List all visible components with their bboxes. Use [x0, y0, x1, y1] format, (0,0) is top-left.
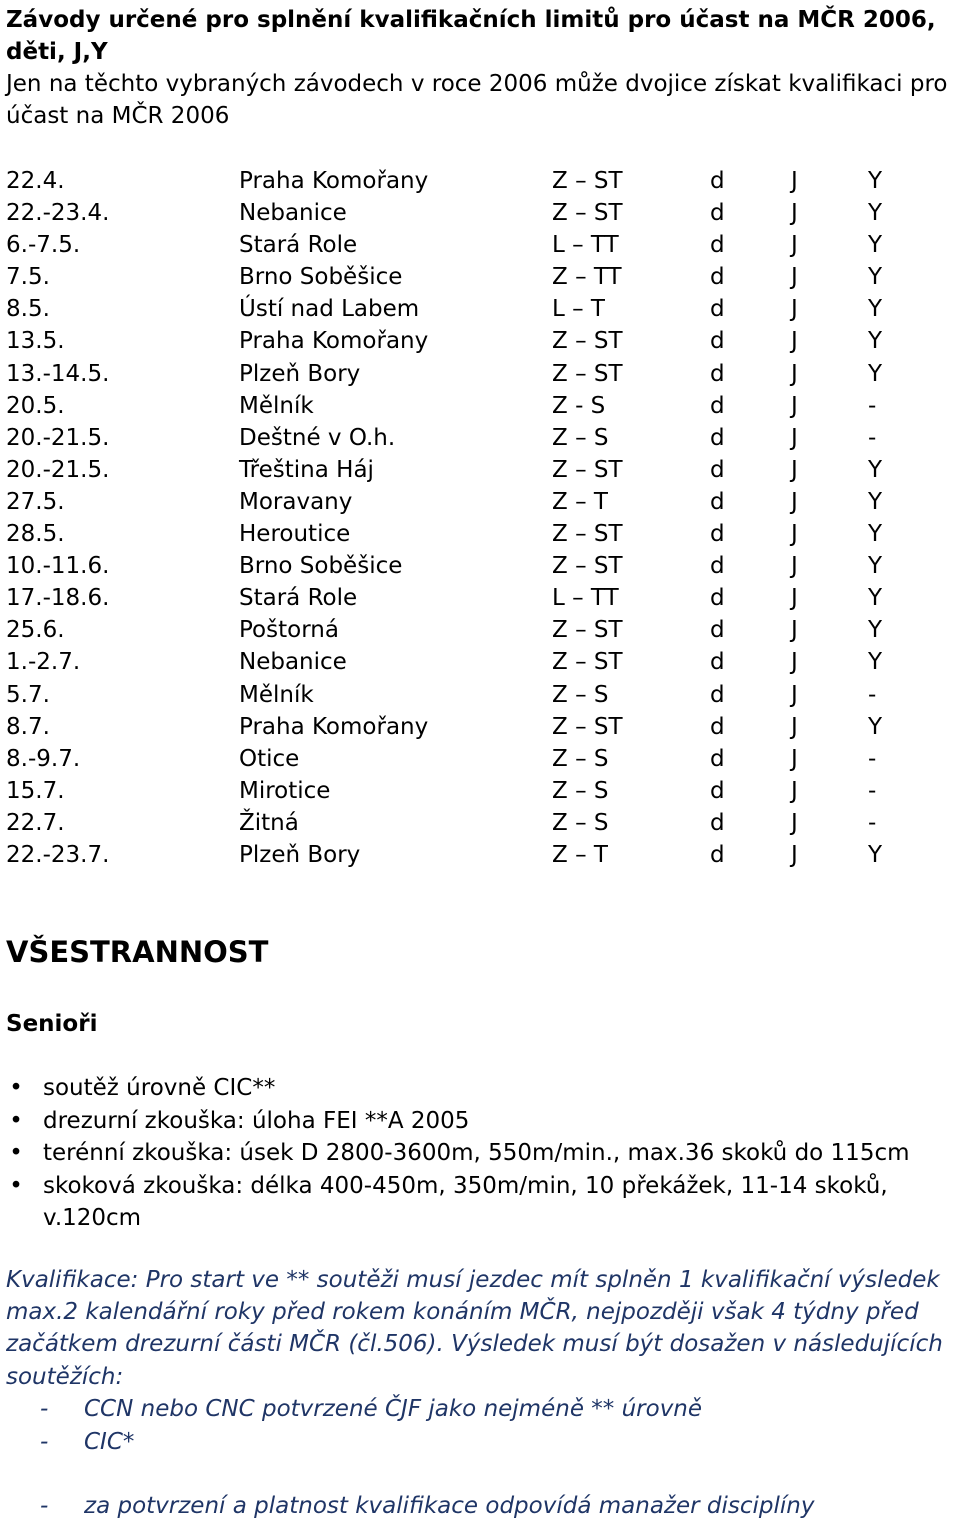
race-date: 28.5. [6, 521, 65, 548]
race-d: d [710, 713, 725, 740]
race-date: 13.-14.5. [6, 360, 110, 387]
race-j: J [791, 553, 798, 580]
race-j: J [791, 424, 798, 451]
subtitle-line-2: účast na MČR 2006 [6, 103, 230, 129]
race-type: Z – TT [552, 264, 622, 291]
table-row [6, 261, 956, 293]
race-j: J [791, 456, 798, 483]
race-j: J [791, 168, 798, 194]
list-item-text: terénní zkouška: úsek D 2800-3600m, 550m/min., max.36 skoků do 115cm [43, 1140, 910, 1166]
race-type: L – TT [552, 232, 619, 259]
race-place: Praha Komořany [239, 328, 429, 355]
race-place: Praha Komořany [239, 713, 429, 740]
race-d: d [710, 328, 725, 355]
race-date: 22.7. [6, 809, 65, 836]
dash-icon: - [40, 1395, 49, 1422]
table-row [6, 679, 956, 711]
race-j: J [791, 713, 798, 740]
race-j: J [791, 745, 798, 772]
race-date: 20.-21.5. [6, 424, 110, 451]
race-y: Y [868, 553, 883, 580]
list-item [6, 1170, 956, 1235]
race-y: - [868, 681, 877, 708]
race-type: Z – ST [552, 456, 623, 483]
race-j: J [791, 521, 798, 548]
list-item [6, 1426, 956, 1459]
table-row [6, 614, 956, 646]
race-type: Z – S [552, 745, 609, 772]
race-date: 20.-21.5. [6, 456, 110, 483]
race-date: 22.-23.4. [6, 200, 110, 227]
race-place: Mělník [239, 392, 314, 419]
race-type: Z – S [552, 424, 609, 451]
list-item-text: CCN nebo CNC potvrzené ČJF jako nejméně ** úrovně [84, 1395, 703, 1422]
title-line-1: Závody určené pro splnění kvalifikačních limitů pro účast na MČR 2006, [6, 7, 936, 33]
table-row [6, 293, 956, 325]
race-d: d [710, 168, 725, 194]
race-d: d [710, 456, 725, 483]
table-row [6, 229, 956, 261]
table-row [6, 197, 956, 229]
race-place: Stará Role [239, 585, 358, 612]
table-row [6, 358, 956, 390]
race-d: d [710, 777, 725, 804]
race-d: d [710, 809, 725, 836]
race-type: Z – ST [552, 328, 623, 355]
race-place: Praha Komořany [239, 168, 429, 194]
race-j: J [791, 841, 798, 868]
race-j: J [791, 617, 798, 644]
race-type: Z – S [552, 809, 609, 836]
race-type: Z – ST [552, 553, 623, 580]
table-row [6, 486, 956, 518]
race-j: J [791, 296, 798, 323]
race-y: Y [868, 264, 883, 291]
race-d: d [710, 488, 725, 515]
race-date: 27.5. [6, 488, 65, 515]
race-date: 8.5. [6, 296, 50, 323]
race-place: Deštné v O.h. [239, 424, 396, 451]
list-item [6, 1105, 956, 1138]
race-y: - [868, 424, 877, 451]
race-y: Y [868, 232, 883, 259]
table-row [6, 775, 956, 807]
race-d: d [710, 392, 725, 419]
qualification-list [6, 1393, 956, 1459]
race-place: Nebanice [239, 200, 347, 227]
header [6, 4, 956, 132]
race-place: Žitná [239, 809, 299, 836]
race-place: Stará Role [239, 232, 358, 259]
footer-list [6, 1490, 956, 1523]
race-place: Nebanice [239, 649, 347, 676]
race-type: Z – ST [552, 521, 623, 548]
race-type: L – TT [552, 585, 619, 612]
race-y: Y [868, 456, 883, 483]
race-place: Brno Soběšice [239, 264, 403, 291]
race-j: J [791, 232, 798, 259]
race-y: Y [868, 841, 883, 868]
race-j: J [791, 649, 798, 676]
race-d: d [710, 553, 725, 580]
list-item [6, 1393, 956, 1426]
race-place: Plzeň Bory [239, 360, 361, 387]
table-row [6, 390, 956, 422]
race-j: J [791, 392, 798, 419]
bullet-icon: • [9, 1107, 23, 1134]
race-place: Třeština Háj [239, 456, 374, 483]
table-row [6, 807, 956, 839]
race-date: 20.5. [6, 392, 65, 419]
race-place: Ústí nad Labem [239, 296, 420, 323]
table-row [6, 550, 956, 582]
race-j: J [791, 585, 798, 612]
race-date: 8.7. [6, 713, 50, 740]
race-type: Z – ST [552, 200, 623, 227]
race-j: J [791, 488, 798, 515]
race-date: 7.5. [6, 264, 50, 291]
race-type: Z – ST [552, 713, 623, 740]
race-y: Y [868, 713, 883, 740]
race-date: 10.-11.6. [6, 553, 110, 580]
race-y: Y [868, 296, 883, 323]
race-place: Mirotice [239, 777, 331, 804]
list-item-text: drezurní zkouška: úloha FEI **A 2005 [43, 1107, 470, 1134]
table-row [6, 743, 956, 775]
table-row [6, 582, 956, 614]
race-d: d [710, 232, 725, 259]
table-row [6, 422, 956, 454]
race-y: Y [868, 200, 883, 227]
race-place: Moravany [239, 488, 353, 515]
list-item-text: za potvrzení a platnost kvalifikace odpovídá manažer disciplíny [84, 1492, 815, 1519]
race-type: Z – ST [552, 168, 623, 194]
table-row [6, 711, 956, 743]
bullet-icon: • [9, 1172, 23, 1199]
subtitle-line-1: Jen na těchto vybraných závodech v roce 2006 může dvojice získat kvalifikaci pro [6, 71, 948, 97]
race-date: 17.-18.6. [6, 585, 110, 612]
table-row [6, 518, 956, 550]
race-j: J [791, 681, 798, 708]
section-title: VŠESTRANNOST [6, 935, 269, 969]
race-d: d [710, 360, 725, 387]
race-d: d [710, 585, 725, 612]
dash-icon: - [40, 1428, 49, 1455]
table-row [6, 325, 956, 357]
race-y: - [868, 809, 877, 836]
race-date: 8.-9.7. [6, 745, 81, 772]
race-d: d [710, 521, 725, 548]
race-j: J [791, 264, 798, 291]
race-j: J [791, 200, 798, 227]
race-date: 5.7. [6, 681, 50, 708]
qualification-text: Kvalifikace: Pro start ve ** soutěži musí jezdec mít splněn 1 kvalifikační výsledek max.2 kalendářní roky před rokem konáním MČR, nejpozději však 4 týdny před začátkem drezurní části MČR (čl.506). Výsledek musí být dosažen v následujících soutěžích: [6, 1267, 943, 1390]
race-j: J [791, 809, 798, 836]
race-y: Y [868, 521, 883, 548]
bullet-icon: • [9, 1075, 23, 1101]
race-d: d [710, 200, 725, 227]
race-place: Plzeň Bory [239, 841, 361, 868]
race-type: Z – T [552, 841, 608, 868]
race-d: d [710, 617, 725, 644]
race-date: 22.4. [6, 168, 65, 194]
race-y: Y [868, 617, 883, 644]
spacer [6, 1459, 956, 1490]
title-line-2: děti, J,Y [6, 39, 108, 65]
bullet-icon: • [9, 1140, 23, 1166]
page-subtitle [6, 68, 956, 132]
race-y: - [868, 392, 877, 419]
race-d: d [710, 841, 725, 868]
race-d: d [710, 649, 725, 676]
race-date: 25.6. [6, 617, 65, 644]
list-item-text: CIC* [84, 1428, 135, 1455]
race-date: 15.7. [6, 777, 65, 804]
group-title: Senioři [6, 1011, 98, 1037]
race-y: Y [868, 488, 883, 515]
race-place: Heroutice [239, 521, 351, 548]
race-place: Mělník [239, 681, 314, 708]
race-date: 1.-2.7. [6, 649, 81, 676]
race-y: Y [868, 649, 883, 676]
race-type: Z – ST [552, 649, 623, 676]
page-title [6, 4, 956, 68]
race-d: d [710, 745, 725, 772]
race-type: Z - S [552, 392, 606, 419]
race-d: d [710, 681, 725, 708]
race-y: - [868, 745, 877, 772]
race-type: L – T [552, 296, 605, 323]
table-row [6, 646, 956, 678]
race-d: d [710, 424, 725, 451]
race-place: Poštorná [239, 617, 339, 644]
race-date: 22.-23.7. [6, 841, 110, 868]
race-type: Z – ST [552, 360, 623, 387]
dash-icon: - [40, 1492, 49, 1519]
race-d: d [710, 296, 725, 323]
race-type: Z – T [552, 488, 608, 515]
list-item [6, 1490, 956, 1523]
race-y: - [868, 777, 877, 804]
table-row [6, 165, 956, 197]
race-j: J [791, 360, 798, 387]
race-list [6, 165, 956, 871]
race-j: J [791, 328, 798, 355]
race-type: Z – S [552, 681, 609, 708]
race-date: 6.-7.5. [6, 232, 81, 259]
list-item [6, 1137, 956, 1170]
race-d: d [710, 264, 725, 291]
requirements-list [6, 1072, 956, 1235]
list-item-text: soutěž úrovně CIC** [43, 1075, 276, 1101]
race-type: Z – ST [552, 617, 623, 644]
table-row [6, 839, 956, 871]
table-row [6, 454, 956, 486]
race-y: Y [868, 328, 883, 355]
race-place: Brno Soběšice [239, 553, 403, 580]
race-y: Y [868, 168, 883, 194]
race-j: J [791, 777, 798, 804]
qualification-block [6, 1264, 956, 1523]
race-y: Y [868, 360, 883, 387]
list-item [6, 1072, 956, 1105]
race-type: Z – S [552, 777, 609, 804]
list-item-text: skoková zkouška: délka 400-450m, 350m/min, 10 překážek, 11-14 skoků, v.120cm [43, 1172, 888, 1231]
race-y: Y [868, 585, 883, 612]
race-date: 13.5. [6, 328, 65, 355]
race-place: Otice [239, 745, 300, 772]
